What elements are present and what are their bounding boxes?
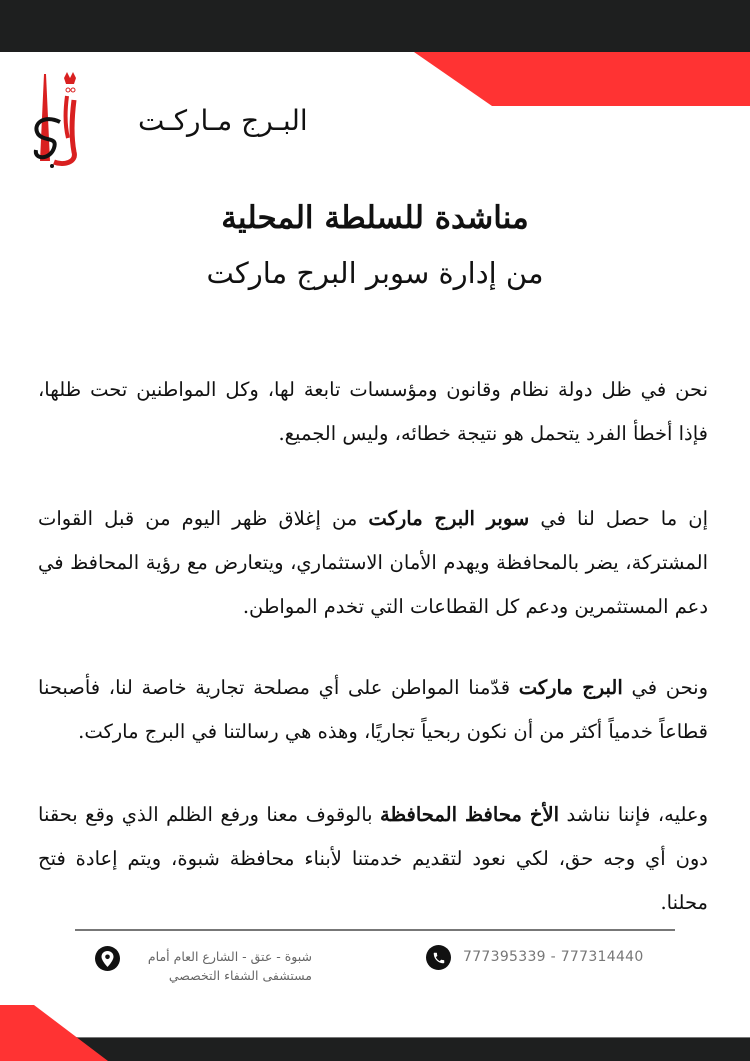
store-name-bold: سوبر البرج ماركت xyxy=(368,507,530,530)
letter-title: مناشدة للسلطة المحلية xyxy=(221,200,529,236)
paragraph-text: نحن في ظل دولة نظام وقانون ومؤسسات تابعة لها، وكل المواطنين تحت ظلها، فإذا أخطأ الفرد يتحمل هو نتيجة خطائه، وليس الجميع. xyxy=(38,378,708,445)
paragraph-3 xyxy=(38,666,708,754)
paragraph-text: إن ما حصل لنا في xyxy=(529,507,708,530)
paragraph-text: من إغلاق ظهر اليوم من قبل القوات المشتركة، يضر بالمحافظة ويهدم الأمان الاستثماري، ويتعارض مع رؤية المحافظ في دعم المستثمرين ودعم كل القطاعات التي تخدم المواطن. xyxy=(38,507,708,618)
map-pin-icon xyxy=(95,946,120,971)
paragraph-text: بالوقوف معنا ورفع الظلم الذي وقع بحقنا دون أي وجه حق، لكي نعود لتقديم خدمتنا لأبناء محافظة شبوة، ويتم إعادة فتح محلنا. xyxy=(38,803,708,914)
paragraph-text: ونحن في xyxy=(622,676,708,699)
bottom-red-band xyxy=(0,1005,120,1061)
letter-subtitle: من إدارة سوبر البرج ماركت xyxy=(206,256,544,290)
address-line-2: مستشفى الشفاء التخصصي xyxy=(168,968,312,983)
paragraph-text: وعليه، فإننا نناشد xyxy=(559,803,708,826)
paragraph-4 xyxy=(38,793,708,925)
top-red-band xyxy=(0,52,750,107)
paragraph-2 xyxy=(38,497,708,629)
paragraph-1 xyxy=(38,368,708,456)
phone-icon xyxy=(426,945,451,970)
footer-divider xyxy=(75,929,675,931)
address-line-1: شبوة - عتق - الشارع العام أمام xyxy=(147,949,312,964)
governor-title-bold: الأخ محافظ المحافظة xyxy=(380,803,560,826)
store-address xyxy=(140,947,312,985)
store-name-bold: البرج ماركت xyxy=(518,676,623,699)
al-burj-logo-icon xyxy=(24,66,86,170)
phone-numbers: 777395339 - 777314440 xyxy=(463,949,644,965)
paragraph-text: قدّمنا المواطن على أي مصلحة تجارية خاصة لنا، فأصبحنا قطاعاً خدمياً أكثر من أن نكون ربحياً تجاريًا، وهذه هي رسالتنا في البرج ماركت. xyxy=(38,676,708,743)
brand-name: البـرج مـاركـت xyxy=(138,104,308,137)
top-dark-band xyxy=(0,0,750,52)
